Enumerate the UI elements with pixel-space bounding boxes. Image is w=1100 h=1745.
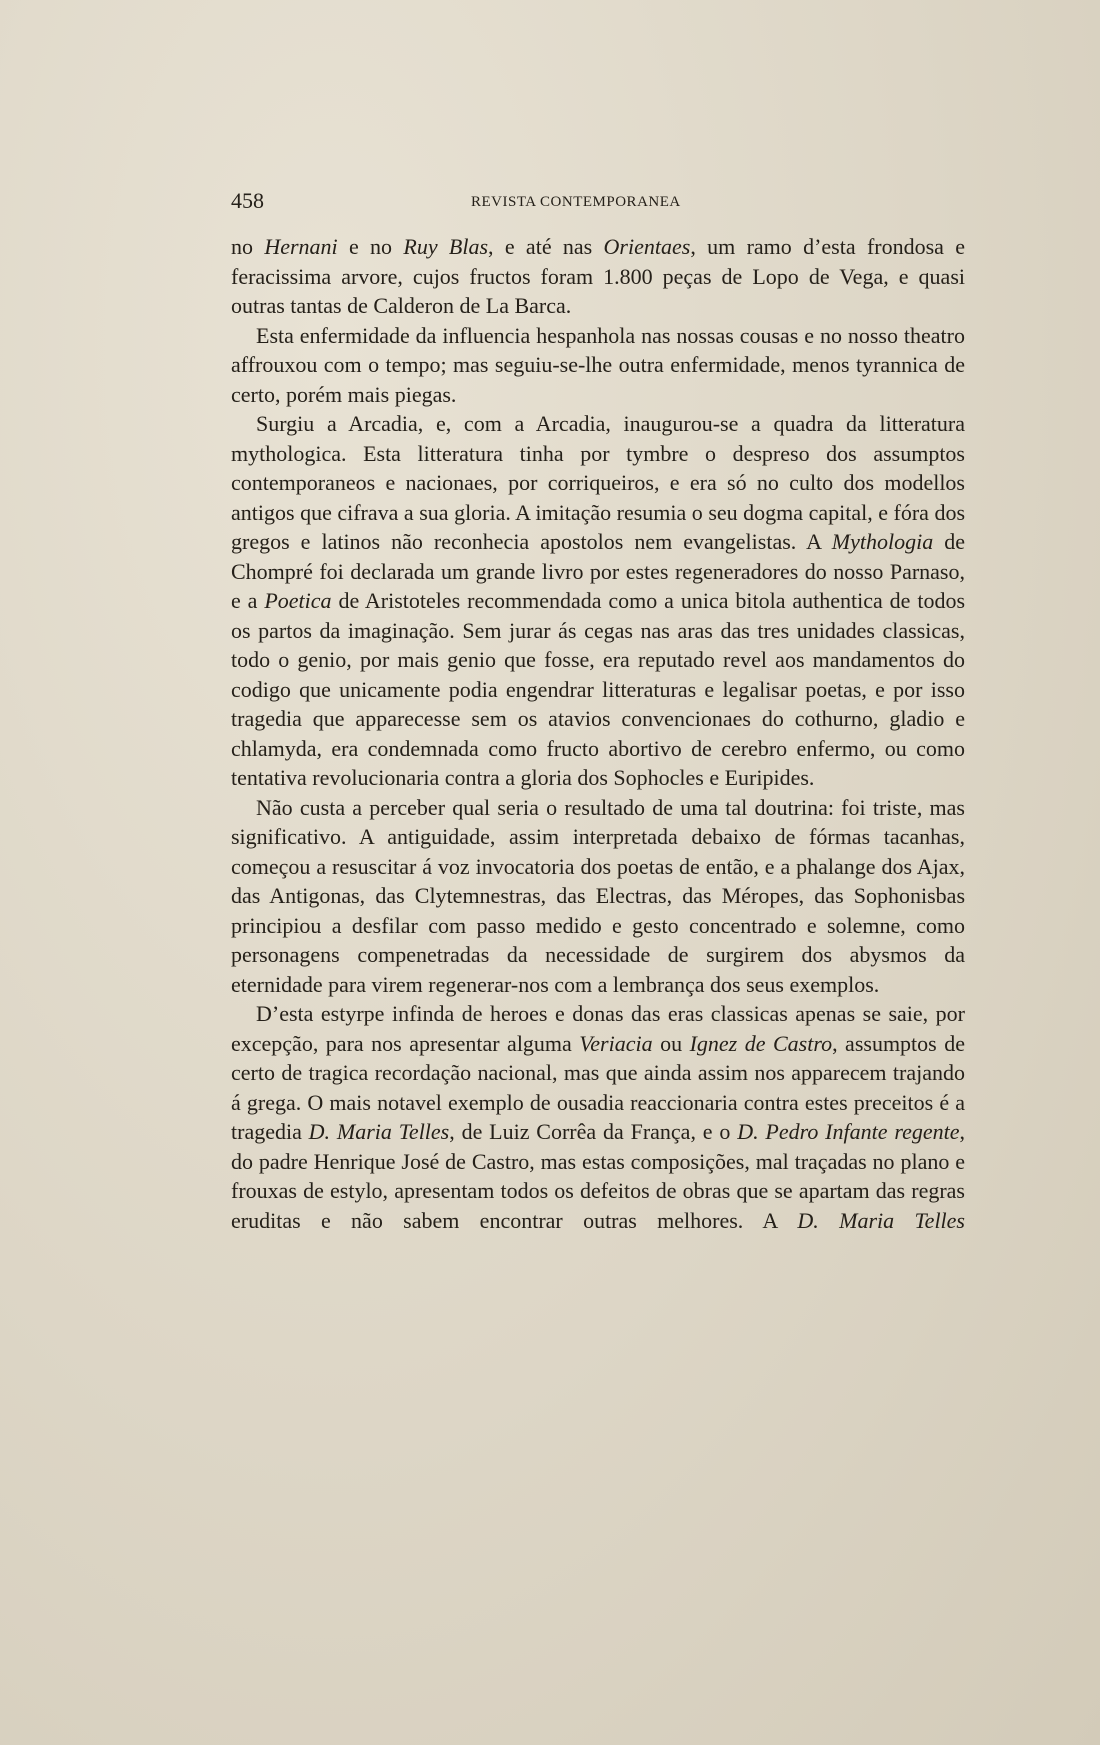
italic-title: Orientaes [603, 234, 691, 259]
italic-title: Mythologia [831, 529, 934, 554]
italic-title: Ignez de Castro [689, 1030, 833, 1056]
text-run: ou [652, 1030, 690, 1056]
paragraph [231, 409, 965, 793]
text-run: D’esta estyrpe infinda de heroes e donas das eras classicas apenas se saie, por excepção, para nos apresentar alguma [231, 1001, 965, 1056]
text-run: , do padre Henrique José de Castro, mas estas composições, mal traçadas no plano e frouxas de estylo, apresentam todos os defeitos de obras que se apartam das regras eruditas e não sabem encontrar outras melhores. A [231, 1119, 965, 1233]
running-title: REVISTA CONTEMPORANEA [471, 194, 681, 210]
italic-title: Ruy Blas [403, 234, 489, 259]
text-run: , assumptos de certo de tragica recordação nacional, mas que ainda assim nos apparecem trajando á grega. O mais notavel exemplo de ousadia reaccionaria contra estes preceitos é a tragedia [231, 1030, 965, 1144]
text-run: , um ramo d’esta frondosa e feracissima arvore, cujos fructos foram 1.800 peças de Lopo de Vega, e quasi outras tantas de Calderon de La Barca. [231, 234, 966, 318]
paragraph [231, 321, 965, 410]
text-run: no [231, 234, 265, 259]
italic-title: Poetica [264, 588, 332, 613]
italic-title: Hernani [264, 234, 338, 259]
text-run: Surgiu a Arcadia, e, com a Arcadia, inaugurou-se a quadra da litteratura mythologica. Esta litteratura tinha por tymbre o despreso dos assumptos contemporaneos e nacionaes, por corriqueiros, e era só no culto dos modellos antigos que cifrava a sua gloria. A imitação resumia o seu dogma capital, e fóra dos gregos e latinos não reconhecia apostolos nem evangelistas. A [231, 411, 965, 554]
text-run: e no [337, 234, 404, 259]
text-run: Esta enfermidade da influencia hespanhola nas nossas cousas e no nosso theatro affrouxou com o tempo; mas seguiu-se-lhe outra enfermidade, menos tyrannica de certo, porém mais piegas. [231, 322, 965, 407]
text-run: de Chompré foi declarada um grande livro por estes regeneradores do nosso Parnaso, e a [231, 529, 966, 613]
page-number: 458 [231, 188, 264, 213]
body-text [231, 232, 965, 1235]
italic-title: D. Pedro Infante regente [737, 1119, 960, 1144]
italic-title: D. Maria Telles [797, 1207, 965, 1233]
text-run: , e até nas [488, 234, 604, 259]
paragraph [231, 999, 965, 1235]
page-header [231, 188, 967, 218]
text-run: , de Luiz Corrêa da França, e o [449, 1119, 738, 1144]
text-run: Não custa a perceber qual seria o resultado de uma tal doutrina: foi triste, mas significativo. A antiguidade, assim interpretada debaixo de fórmas tacanhas, começou a resuscitar á voz invocatoria dos poetas de então, e a phalange dos Ajax, das Antigonas, das Clytemnestras, das Electras, das Méropes, das Sophonisbas principiou a desfilar com passo medido e gesto concentrado e solemne, como personagens compenetradas da necessidade de surgirem dos abysmos da eternidade para virem regenerar-nos com a lembrança dos seus exemplos. [231, 794, 965, 997]
paragraph [231, 232, 965, 321]
italic-title: Veriacia [579, 1030, 653, 1056]
italic-title: D. Maria Telles [308, 1119, 450, 1144]
text-run: de Aristoteles recommendada como a unica bitola authentica de todos os partos da imaginação. Sem jurar ás cegas nas aras das tres unidades classicas, todo o genio, por mais genio que fosse, era reputado revel aos mandamentos do codigo que unicamente podia engendrar litteraturas e legalisar poetas, e por isso tragedia que apparecesse sem os atavios convencionaes do cothurno, gladio e chlamyda, era condemnada como fructo abortivo de cerebro enfermo, ou como tentativa revolucionaria contra a gloria dos Sophocles e Euripides. [231, 588, 966, 790]
paragraph [231, 793, 965, 1000]
